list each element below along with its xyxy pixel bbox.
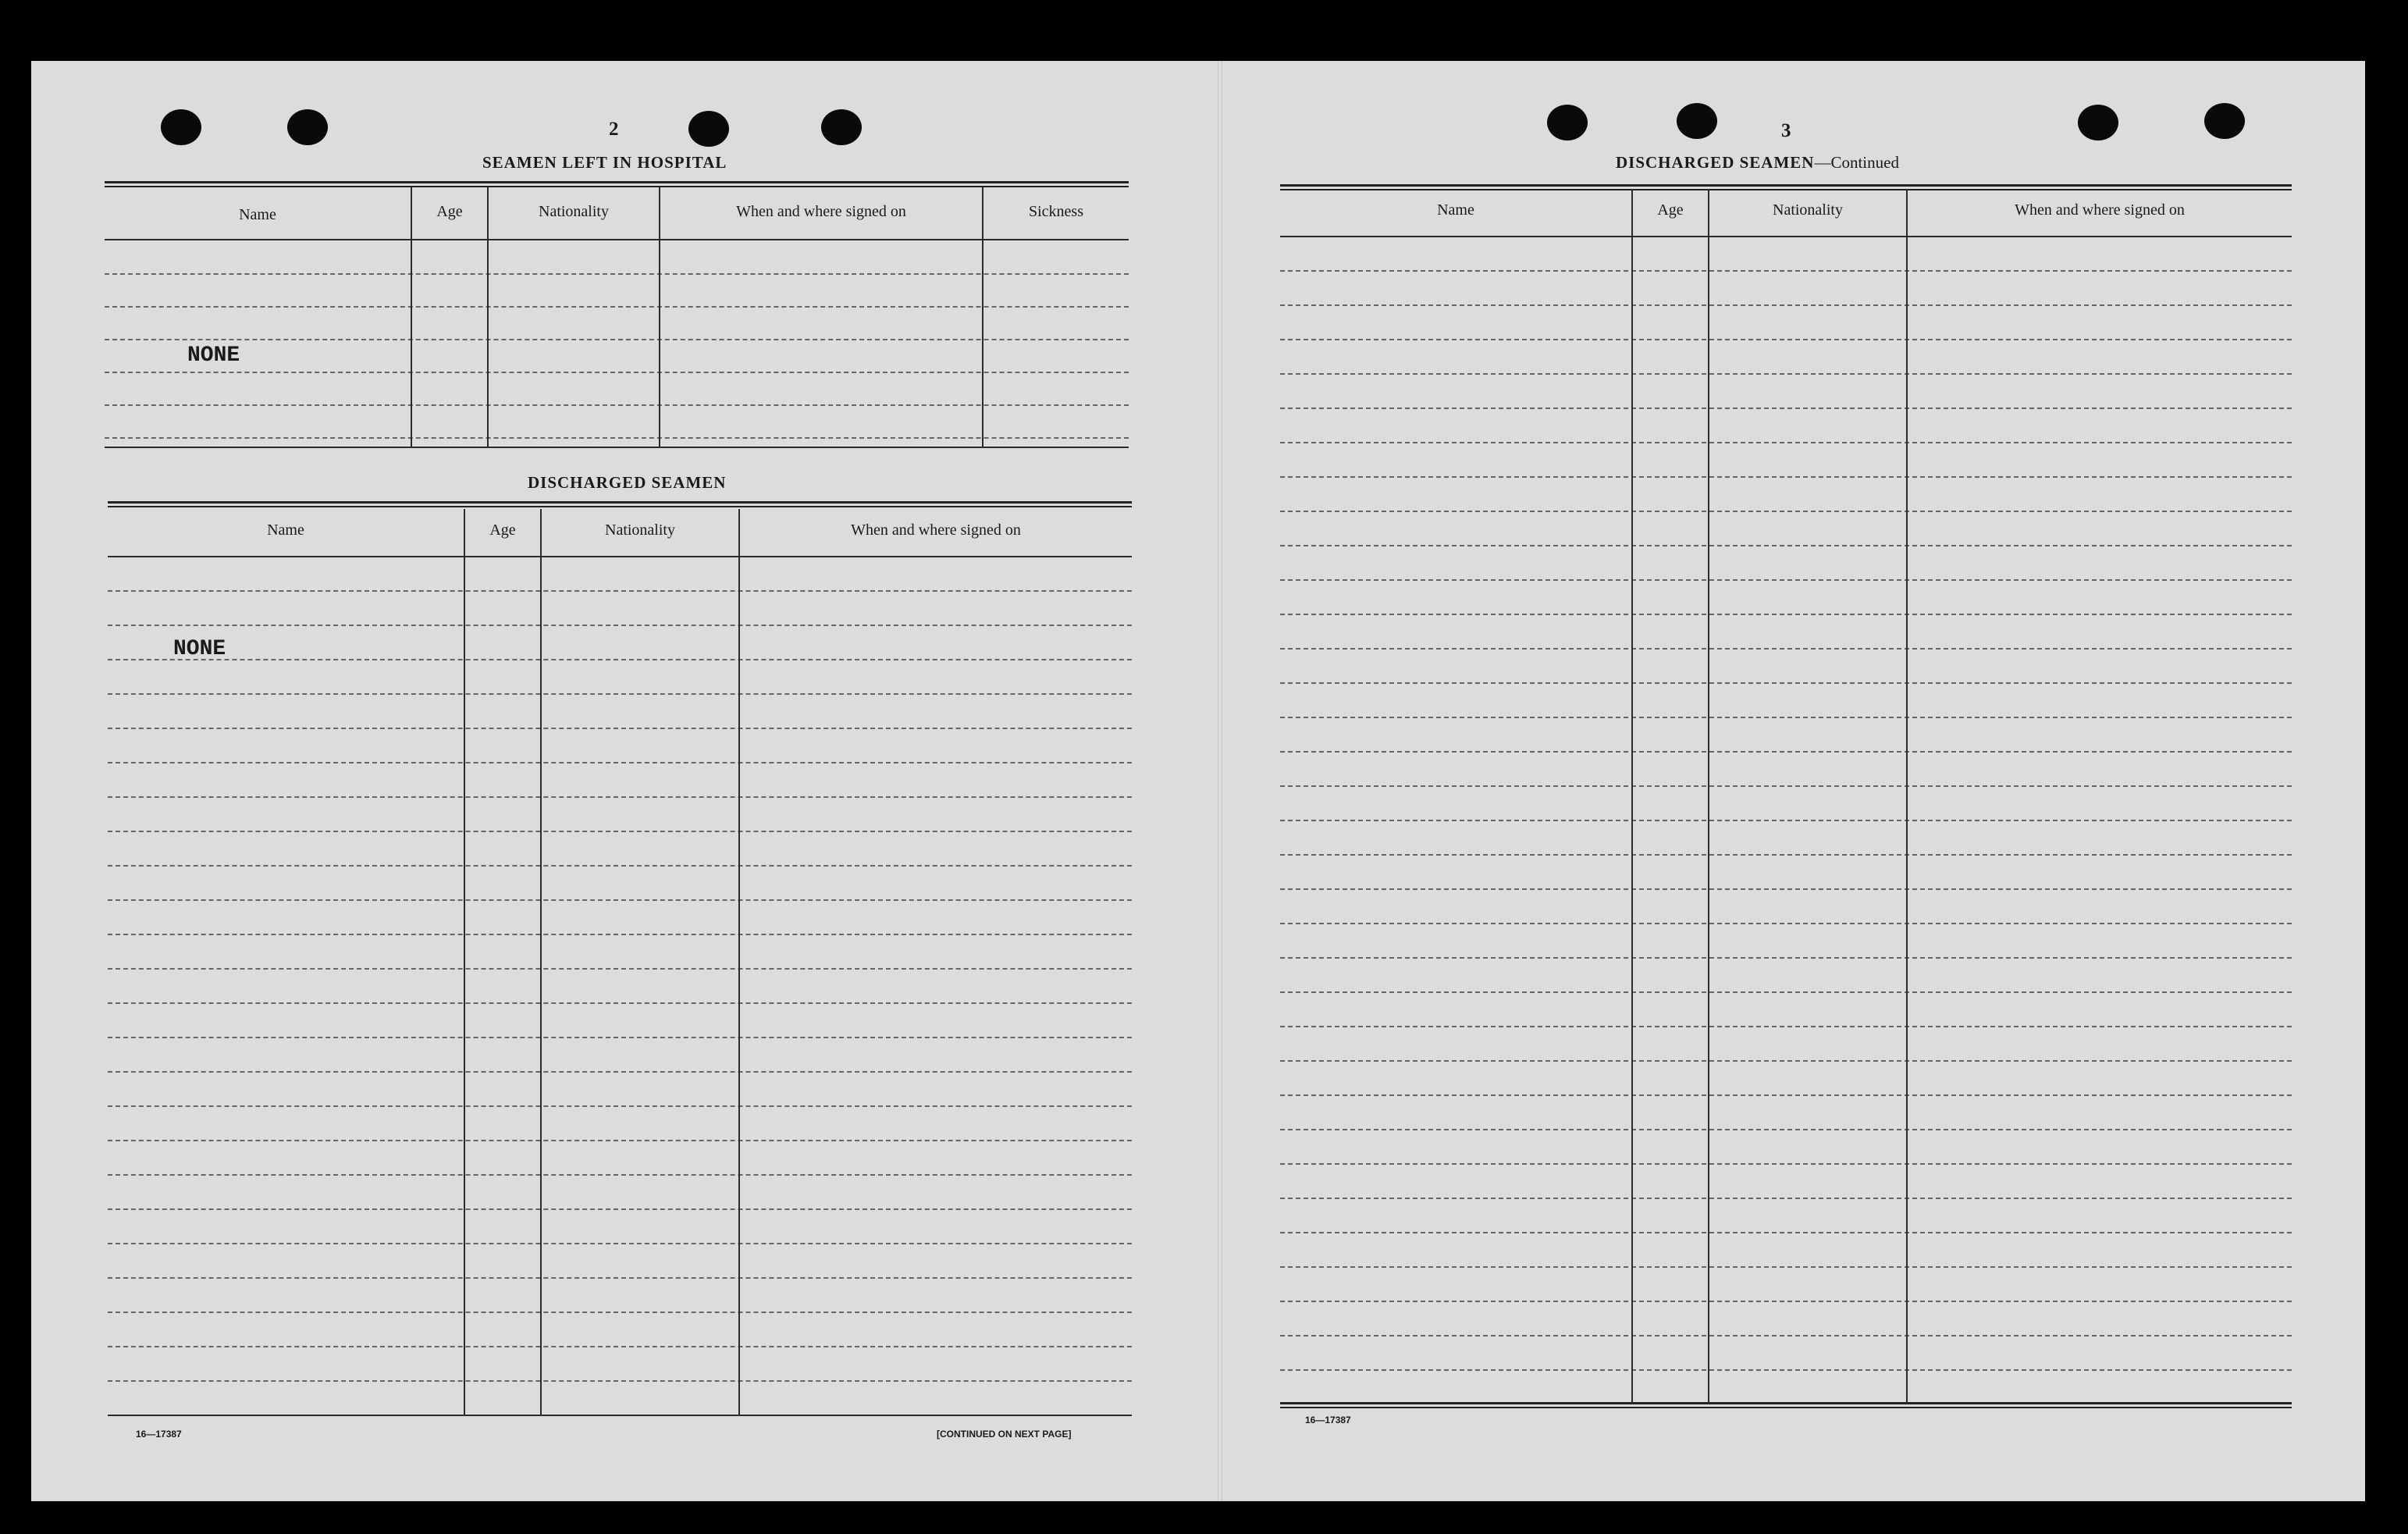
- col-header-nationality: Nationality: [1773, 201, 1843, 219]
- discharged-section-title: DISCHARGED SEAMEN: [528, 473, 727, 492]
- page-number: 3: [1781, 120, 1791, 141]
- title-continued: —Continued: [1814, 153, 1899, 172]
- punch-hole: [2204, 103, 2245, 139]
- page-number: 2: [609, 119, 619, 140]
- punch-hole: [1547, 105, 1588, 141]
- col-header-signed-on: When and where signed on: [2015, 201, 2185, 219]
- continued-note: [CONTINUED ON NEXT PAGE]: [937, 1429, 1072, 1440]
- punch-hole: [1677, 103, 1717, 139]
- col-header-age: Age: [489, 521, 516, 539]
- center-fold: [1218, 61, 1222, 1501]
- col-header-signed-on: When and where signed on: [736, 203, 906, 220]
- col-header-nationality: Nationality: [605, 521, 675, 539]
- col-header-age: Age: [1657, 201, 1684, 219]
- punch-hole: [2078, 105, 2118, 141]
- hospital-table: [105, 181, 1129, 453]
- col-header-name: Name: [239, 206, 276, 223]
- col-header-signed-on: When and where signed on: [851, 521, 1021, 539]
- punch-hole: [688, 111, 729, 147]
- col-header-name: Name: [267, 521, 304, 539]
- punch-hole: [161, 109, 201, 145]
- form-number: 16—17387: [136, 1429, 182, 1440]
- col-header-sickness: Sickness: [1029, 203, 1083, 220]
- discharged-none-entry: NONE: [173, 637, 226, 661]
- discharged-continued-title: [1616, 153, 1899, 173]
- col-header-age: Age: [436, 203, 463, 220]
- col-header-nationality: Nationality: [539, 203, 609, 220]
- discharged-table-right: [1280, 184, 2292, 1411]
- title-main: DISCHARGED SEAMEN: [1616, 153, 1815, 172]
- punch-hole: [821, 109, 862, 145]
- hospital-none-entry: NONE: [187, 343, 240, 368]
- hospital-section-title: SEAMEN LEFT IN HOSPITAL: [482, 153, 727, 172]
- form-number: 16—17387: [1305, 1415, 1351, 1425]
- discharged-table-left: [108, 501, 1132, 1422]
- col-header-name: Name: [1437, 201, 1474, 219]
- punch-hole: [287, 109, 328, 145]
